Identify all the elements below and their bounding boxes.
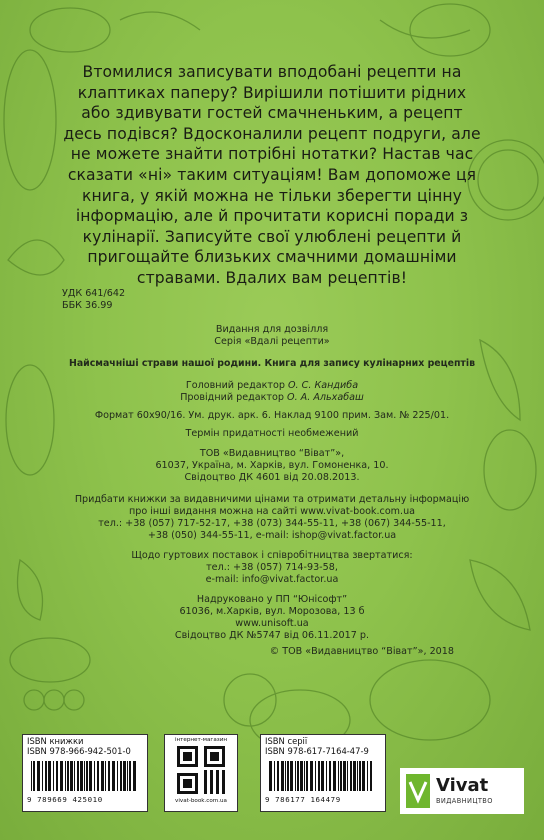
barcode-bar (306, 761, 308, 791)
bbk-code: ББК 36.99 (62, 300, 113, 311)
qr-module (204, 779, 207, 782)
purchase-line-4: +38 (050) 344-55-11, e-mail: ishop@vivat.factor.ua (147, 530, 397, 541)
barcode-bar (281, 761, 284, 791)
printer-line-2: 61036, м.Харків, вул. Морозова, 13 б (179, 606, 365, 617)
barcode-bars (31, 761, 137, 791)
qr-module (210, 779, 213, 782)
wholesale-line-2: тел.: +38 (057) 714-93-58, (206, 562, 338, 573)
qr-module (216, 782, 219, 785)
book-title: Найсмачніші страви нашої родини. Книга для запису кулінарних рецептів (68, 358, 475, 369)
qr-code-box[interactable] (164, 734, 238, 812)
logo-mark-icon (406, 774, 430, 808)
barcode-bar (108, 761, 110, 791)
barcode-bar (53, 761, 54, 791)
qr-module (222, 788, 225, 791)
barcode-bar (105, 761, 106, 791)
barcode-bar (367, 761, 368, 791)
barcode-bar (310, 761, 313, 791)
barcode-bar (269, 761, 272, 791)
qr-module (222, 782, 225, 785)
barcode-bar (86, 761, 88, 791)
barcode-bar (37, 761, 40, 791)
barcode-bar (340, 761, 342, 791)
udk-code: УДК 641/642 (62, 288, 126, 299)
series-line: Серія «Вдалі рецепти» (214, 336, 330, 347)
intro-paragraph: Втомилися записувати вподобані рецепти на клаптиках паперу? Вирішили потішити рідних або здивувати гостей смачненьким, а рецепт десь подівся? Вдосконалили рецепт подруги, але не можете знайти потрібні нотатки? Настав час сказати «ні» таким ситуаціям! Вам допоможе ця книга, у якій можна не тільки зберегти цінну інформацію, але й прочитати корисні поради з кулінарії. Записуйте свої улюблені рецепти й пригощайте близьких смачними домашніми стравами. Вдалих вам рецептів! (63, 63, 481, 287)
barcode-bar (297, 761, 299, 791)
barcode-bar (290, 761, 293, 791)
qr-module (222, 779, 225, 782)
qr-module (216, 773, 219, 776)
qr-module (204, 791, 207, 794)
lead-editor-name: О. А. Альхабаш (287, 392, 364, 403)
barcode-bar (357, 761, 358, 791)
printer-line-1: Надруковано у ПП “Юнісофт” (196, 594, 348, 605)
barcode-bar (362, 761, 365, 791)
barcode-bar (300, 761, 303, 791)
qr-module (210, 791, 213, 794)
barcode-bar (48, 761, 51, 791)
qr-module (210, 770, 213, 773)
format-line: Формат 60x90/16. Ум. друк. арк. 6. Наклад 9100 прим. Зам. № 225/01. (94, 410, 450, 421)
barcode-bar (353, 761, 356, 791)
isbn-series-digits: 9 786177 164479 (265, 795, 341, 804)
barcode-bar (359, 761, 361, 791)
qr-finder (183, 779, 192, 788)
barcode-bar (304, 761, 305, 791)
isbn-series-number: ISBN 978-617-7164-47-9 (265, 746, 369, 756)
wholesale-line-3: e-mail: info@vivat.factor.ua (205, 574, 339, 585)
barcode-bar (45, 761, 47, 791)
copyright: © ТОВ «Видавництво “Віват”», 2018 (269, 646, 454, 657)
isbn-book-label: ISBN книжки (27, 736, 84, 746)
qr-module (210, 782, 213, 785)
qr-module (216, 791, 219, 794)
chief-editor-name: О. С. Кандиба (288, 380, 359, 391)
publisher-certificate: Свідоцтво ДК 4601 від 20.08.2013. (184, 472, 360, 483)
barcode-bar (123, 761, 126, 791)
qr-module (222, 791, 225, 794)
qr-module (216, 770, 219, 773)
barcode-bar (343, 761, 346, 791)
lead-editor-label: Провідний редактор (180, 392, 284, 403)
barcode-bar (285, 761, 286, 791)
qr-module (222, 770, 225, 773)
qr-module (216, 779, 219, 782)
barcode-bar (70, 761, 73, 791)
barcode-bar (338, 761, 339, 791)
qr-top-label: інтернет-магазин (174, 737, 228, 743)
logo-name: Vivat (436, 775, 489, 796)
barcode-bar (350, 761, 352, 791)
barcode-bar (277, 761, 279, 791)
barcode-bar (333, 761, 336, 791)
qr-module (210, 785, 213, 788)
barcode-bar (347, 761, 348, 791)
qr-module (204, 788, 207, 791)
barcode-bar (74, 761, 75, 791)
qr-module (210, 776, 213, 779)
isbn-series-label: ISBN серії (265, 736, 308, 746)
isbn-series-barcode (260, 734, 386, 812)
qr-module (222, 785, 225, 788)
vivat-logo (400, 768, 524, 814)
purchase-line-2: про інші видання можна на сайті www.vivat-book.com.ua (128, 506, 416, 517)
barcode-bar (117, 761, 118, 791)
barcode-bar (56, 761, 58, 791)
qr-module (216, 776, 219, 779)
chief-editor-label: Головний редактор (185, 380, 285, 391)
barcode-bar (94, 761, 95, 791)
publisher-name: ТОВ «Видавництво “Віват”», (199, 448, 345, 459)
barcode-bar (80, 761, 83, 791)
barcode-bar (31, 761, 32, 791)
isbn-book-barcode (22, 734, 148, 812)
edition-note: Видання для дозвілля (215, 324, 329, 335)
barcode-bar (67, 761, 69, 791)
qr-module (222, 776, 225, 779)
barcode-bar (326, 761, 327, 791)
barcode-bar (287, 761, 289, 791)
wholesale-line-1: Щодо гуртових поставок і співробітництва звертатися: (131, 550, 413, 561)
barcode-bar (295, 761, 296, 791)
barcode-bar (129, 761, 131, 791)
barcode-bar (97, 761, 99, 791)
barcode-bar (133, 761, 136, 791)
shelf-life: Термін придатності необмежений (185, 428, 359, 439)
barcode-bar (84, 761, 85, 791)
qr-module (222, 773, 225, 776)
qr-module (204, 785, 207, 788)
printer-line-3: www.unisoft.ua (235, 618, 309, 629)
qr-finder (210, 752, 219, 761)
printer-line-4: Свідоцтво ДК №5747 від 06.11.2017 р. (174, 630, 370, 641)
logo-subtitle: ВИДАВНИЦТВО (436, 797, 493, 805)
barcode-bar (77, 761, 79, 791)
lead-editor-line (62, 392, 482, 404)
isbn-book-number: ISBN 978-966-942-501-0 (27, 746, 131, 756)
barcode-bar (321, 761, 324, 791)
barcode-bar (127, 761, 128, 791)
qr-module (204, 776, 207, 779)
qr-module (210, 788, 213, 791)
barcode-bar (315, 761, 316, 791)
isbn-book-digits: 9 789669 425010 (27, 795, 103, 804)
qr-module (204, 770, 207, 773)
purchase-line-1: Придбати книжки за видавничими цінами та отримати детальну інформацію (74, 494, 470, 505)
qr-module (204, 773, 207, 776)
barcode-bar (89, 761, 92, 791)
qr-module (204, 782, 207, 785)
barcode-bar (65, 761, 66, 791)
barcode-bar (370, 761, 372, 791)
qr-module (216, 785, 219, 788)
barcode-bar (318, 761, 320, 791)
barcode-bar (274, 761, 275, 791)
qr-bottom-label: vivat-book.com.ua (175, 798, 227, 804)
barcode-bars (269, 761, 374, 791)
barcode-bar (101, 761, 104, 791)
qr-finder (183, 752, 192, 761)
barcode-bar (60, 761, 63, 791)
barcode-bar (42, 761, 43, 791)
purchase-line-3: тел.: +38 (057) 717-52-17, +38 (073) 344-55-11, +38 (067) 344-55-11, (98, 518, 446, 529)
barcode-bar (112, 761, 115, 791)
chief-editor-line (62, 380, 482, 392)
barcode-bar (120, 761, 122, 791)
barcode-bar (33, 761, 35, 791)
barcode-bar (329, 761, 331, 791)
qr-module (210, 773, 213, 776)
qr-module (216, 788, 219, 791)
publisher-address: 61037, Україна, м. Харків, вул. Гомоненка, 10. (155, 460, 389, 471)
qr-code-icon (177, 746, 225, 794)
